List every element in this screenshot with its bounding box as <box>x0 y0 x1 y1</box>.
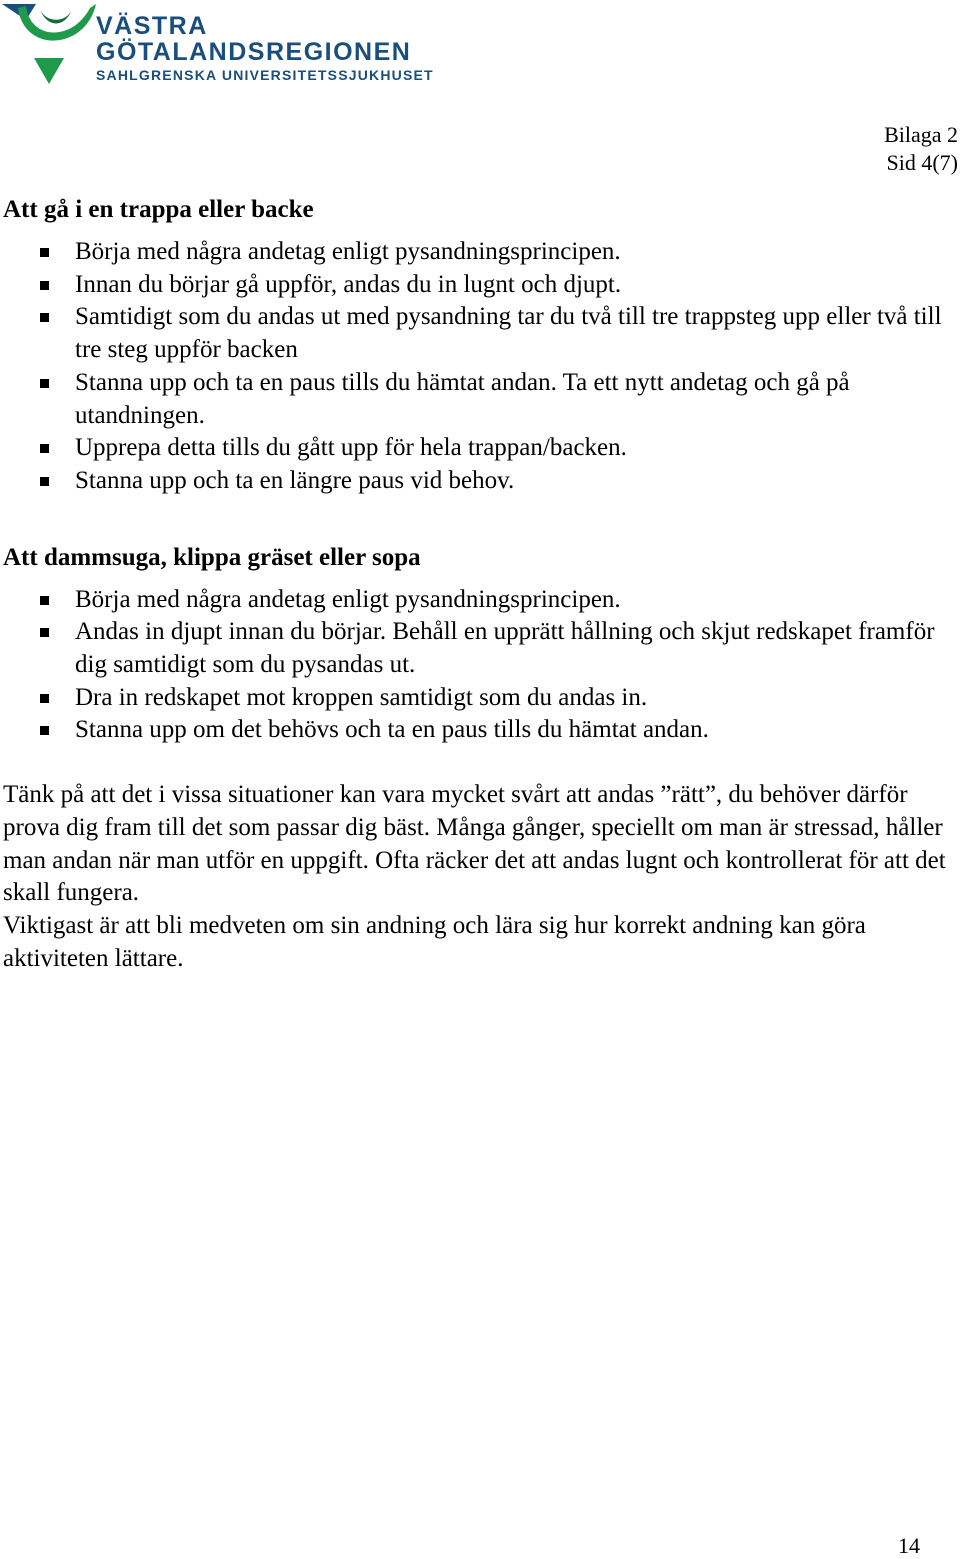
bullet-list <box>3 584 958 748</box>
list-item <box>3 432 958 465</box>
list-item-text: Upprepa detta tills du gått upp för hela trappan/backen. <box>75 434 627 462</box>
square-bullet-icon <box>40 628 49 637</box>
list-item-text: Dra in redskapet mot kroppen samtidigt som du andas in. <box>75 683 648 711</box>
square-bullet-icon <box>40 248 49 257</box>
section-stairs <box>3 194 958 498</box>
square-bullet-icon <box>40 379 49 388</box>
page-reference: Sid 4(7) <box>886 150 958 175</box>
list-item-text: Innan du börjar gå uppför, andas du in lugnt och djupt. <box>75 270 622 298</box>
square-bullet-icon <box>40 726 49 735</box>
attachment-label: Bilaga 2 <box>884 122 958 147</box>
list-item-text: Börja med några andetag enligt pysandningsprincipen. <box>75 585 621 613</box>
square-bullet-icon <box>40 694 49 703</box>
section-heading: Att gå i en trappa eller backe <box>3 196 314 223</box>
page-number: 14 <box>898 1533 920 1558</box>
logo-text-line1: VÄSTRA <box>96 12 208 40</box>
list-item <box>3 616 958 681</box>
document-header-info <box>884 121 958 177</box>
list-item-text: Stanna upp och ta en paus tills du hämtat andan. Ta ett nytt andetag och gå på utandningen. <box>75 368 850 429</box>
square-bullet-icon <box>40 444 49 453</box>
list-item <box>3 367 958 432</box>
list-item-text: Stanna upp och ta en längre paus vid behov. <box>75 466 515 494</box>
list-item <box>3 714 958 747</box>
list-item <box>3 269 958 302</box>
list-item-text: Stanna upp om det behövs och ta en paus tills du hämtat andan. <box>75 716 709 744</box>
logo-text-line3: SAHLGRENSKA UNIVERSITETSSJUKHUSET <box>96 67 434 83</box>
closing-text <box>3 779 958 975</box>
list-item <box>3 301 958 366</box>
logo-text-line2: GÖTALANDSREGIONEN <box>96 38 412 66</box>
paragraph: Viktigast är att bli medveten om sin andning och lära sig hur korrekt andning kan göra aktiviteten lättare. <box>3 911 866 972</box>
bullet-list <box>3 236 958 498</box>
paragraph: Tänk på att det i vissa situationer kan vara mycket svårt att andas ”rätt”, du behöver därför prova dig fram till det som passar dig bäst. Många gånger, speciellt om man är stressad, håller man andan när man utför en uppgift. Ofta räcker det att andas lugnt och kontrollerat för att det skall fungera. <box>3 781 946 907</box>
list-item-text: Börja med några andetag enligt pysandningsprincipen. <box>75 238 621 265</box>
list-item <box>3 465 958 498</box>
list-item <box>3 584 958 617</box>
square-bullet-icon <box>40 281 49 290</box>
document-body <box>3 194 958 975</box>
square-bullet-icon <box>40 313 49 322</box>
square-bullet-icon <box>40 596 49 605</box>
list-item-text: Samtidigt som du andas ut med pysandning tar du två till tre trappsteg upp eller två till tre steg uppför backen <box>75 303 942 364</box>
list-item-text: Andas in djupt innan du börjar. Behåll en upprätt hållning och skjut redskapet framför dig samtidigt som du pysandas ut. <box>75 618 935 679</box>
section-housework <box>3 542 958 748</box>
section-heading: Att dammsuga, klippa gräset eller sopa <box>3 543 421 571</box>
list-item <box>3 236 958 269</box>
square-bullet-icon <box>40 477 49 486</box>
list-item <box>3 682 958 715</box>
region-logo-icon <box>0 0 96 88</box>
organization-logo <box>0 0 450 90</box>
